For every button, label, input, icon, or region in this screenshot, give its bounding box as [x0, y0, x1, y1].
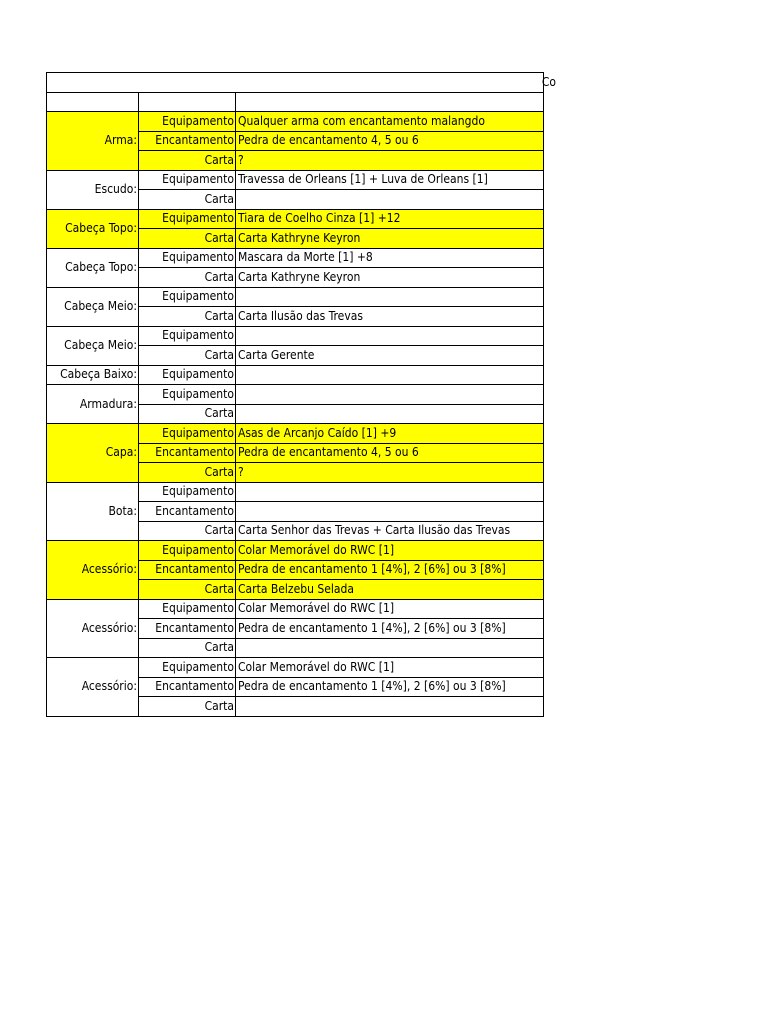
table-row — [47, 287, 544, 307]
table-row — [47, 209, 544, 229]
kind-cell[interactable]: Carta — [139, 404, 236, 424]
value-cell[interactable]: Pedra de encantamento 1 [4%], 2 [6%] ou 3 [8%] — [236, 560, 544, 580]
table-row — [47, 424, 544, 444]
table-row — [47, 248, 544, 268]
kind-cell[interactable]: Carta — [139, 521, 236, 541]
value-cell[interactable] — [236, 365, 544, 385]
value-cell[interactable]: Pedra de encantamento 1 [4%], 2 [6%] ou 3 [8%] — [236, 677, 544, 697]
value-cell[interactable]: Pedra de encantamento 4, 5 ou 6 — [236, 131, 544, 151]
table-row — [47, 112, 544, 132]
kind-cell[interactable]: Equipamento — [139, 248, 236, 268]
value-cell[interactable]: Carta Gerente — [236, 346, 544, 366]
slot-cell[interactable]: Acessório: — [47, 541, 139, 600]
kind-cell[interactable]: Equipamento — [139, 170, 236, 190]
value-cell[interactable]: Tiara de Coelho Cinza [1] +12 — [236, 209, 544, 229]
kind-cell[interactable]: Encantamento — [139, 677, 236, 697]
kind-cell[interactable]: Equipamento — [139, 424, 236, 444]
kind-cell[interactable]: Carta — [139, 307, 236, 327]
kind-cell[interactable]: Carta — [139, 190, 236, 210]
value-cell[interactable]: ? — [236, 463, 544, 483]
value-cell[interactable] — [236, 385, 544, 405]
value-cell[interactable] — [236, 502, 544, 522]
value-cell[interactable]: Carta Kathryne Keyron — [236, 268, 544, 288]
slot-cell[interactable]: Acessório: — [47, 599, 139, 658]
kind-cell[interactable]: Equipamento — [139, 599, 236, 619]
kind-cell[interactable]: Encantamento — [139, 502, 236, 522]
kind-cell[interactable]: Carta — [139, 346, 236, 366]
kind-cell[interactable]: Equipamento — [139, 482, 236, 502]
kind-cell[interactable]: Carta — [139, 638, 236, 658]
table-row — [47, 658, 544, 678]
value-cell[interactable]: Mascara da Morte [1] +8 — [236, 248, 544, 268]
kind-cell[interactable]: Equipamento — [139, 326, 236, 346]
kind-cell[interactable]: Carta — [139, 463, 236, 483]
kind-cell[interactable]: Carta — [139, 697, 236, 717]
blank-cell[interactable] — [139, 92, 236, 112]
table-row — [47, 482, 544, 502]
value-cell[interactable] — [236, 326, 544, 346]
kind-cell[interactable]: Encantamento — [139, 443, 236, 463]
kind-cell[interactable]: Encantamento — [139, 560, 236, 580]
value-cell[interactable]: Travessa de Orleans [1] + Luva de Orleans [1] — [236, 170, 544, 190]
blank-cell[interactable] — [47, 92, 139, 112]
spreadsheet — [46, 72, 557, 717]
table-row — [47, 541, 544, 561]
kind-cell[interactable]: Carta — [139, 229, 236, 249]
value-cell[interactable]: Asas de Arcanjo Caído [1] +9 — [236, 424, 544, 444]
equipment-table-body — [47, 73, 557, 717]
value-cell[interactable]: Colar Memorável do RWC [1] — [236, 599, 544, 619]
kind-cell[interactable]: Equipamento — [139, 385, 236, 405]
kind-cell[interactable]: Encantamento — [139, 131, 236, 151]
value-cell[interactable]: Carta Kathryne Keyron — [236, 229, 544, 249]
blank-cell[interactable] — [236, 92, 544, 112]
value-cell[interactable] — [236, 190, 544, 210]
slot-cell[interactable]: Armadura: — [47, 385, 139, 424]
kind-cell[interactable]: Encantamento — [139, 619, 236, 639]
table-row — [47, 385, 544, 405]
slot-cell[interactable]: Bota: — [47, 482, 139, 541]
slot-cell[interactable]: Cabeça Baixo: — [47, 365, 139, 385]
value-cell[interactable] — [236, 287, 544, 307]
kind-cell[interactable]: Equipamento — [139, 209, 236, 229]
value-cell[interactable]: Pedra de encantamento 1 [4%], 2 [6%] ou 3 [8%] — [236, 619, 544, 639]
kind-cell[interactable]: Equipamento — [139, 541, 236, 561]
slot-cell[interactable]: Cabeça Topo: — [47, 248, 139, 287]
value-cell[interactable]: ? — [236, 151, 544, 171]
value-cell[interactable] — [236, 697, 544, 717]
slot-cell[interactable]: Escudo: — [47, 170, 139, 209]
slot-cell[interactable]: Cabeça Topo: — [47, 209, 139, 248]
slot-cell[interactable]: Acessório: — [47, 658, 139, 717]
slot-cell[interactable]: Arma: — [47, 112, 139, 171]
kind-cell[interactable]: Carta — [139, 268, 236, 288]
equipment-table — [46, 72, 557, 717]
sheet-title: Co — [541, 74, 557, 89]
table-row — [47, 365, 544, 385]
table-row — [47, 599, 544, 619]
slot-cell[interactable]: Capa: — [47, 424, 139, 483]
value-cell[interactable]: Colar Memorável do RWC [1] — [236, 658, 544, 678]
blank-row — [47, 92, 544, 112]
slot-cell[interactable]: Cabeça Meio: — [47, 287, 139, 326]
kind-cell[interactable]: Equipamento — [139, 658, 236, 678]
table-row — [47, 170, 544, 190]
kind-cell[interactable]: Carta — [139, 151, 236, 171]
title-row — [47, 73, 544, 93]
value-cell[interactable]: Pedra de encantamento 4, 5 ou 6 — [236, 443, 544, 463]
kind-cell[interactable]: Equipamento — [139, 287, 236, 307]
title-cell[interactable] — [47, 73, 557, 93]
value-cell[interactable] — [236, 404, 544, 424]
value-cell[interactable] — [236, 638, 544, 658]
value-cell[interactable]: Carta Senhor das Trevas + Carta Ilusão das Trevas — [236, 521, 544, 541]
value-cell[interactable] — [236, 482, 544, 502]
value-cell[interactable]: Carta Belzebu Selada — [236, 580, 544, 600]
kind-cell[interactable]: Carta — [139, 580, 236, 600]
value-cell[interactable]: Carta Ilusão das Trevas — [236, 307, 544, 327]
kind-cell[interactable]: Equipamento — [139, 365, 236, 385]
table-row — [47, 326, 544, 346]
kind-cell[interactable]: Equipamento — [139, 112, 236, 132]
value-cell[interactable]: Qualquer arma com encantamento malangdo — [236, 112, 544, 132]
value-cell[interactable]: Colar Memorável do RWC [1] — [236, 541, 544, 561]
slot-cell[interactable]: Cabeça Meio: — [47, 326, 139, 365]
